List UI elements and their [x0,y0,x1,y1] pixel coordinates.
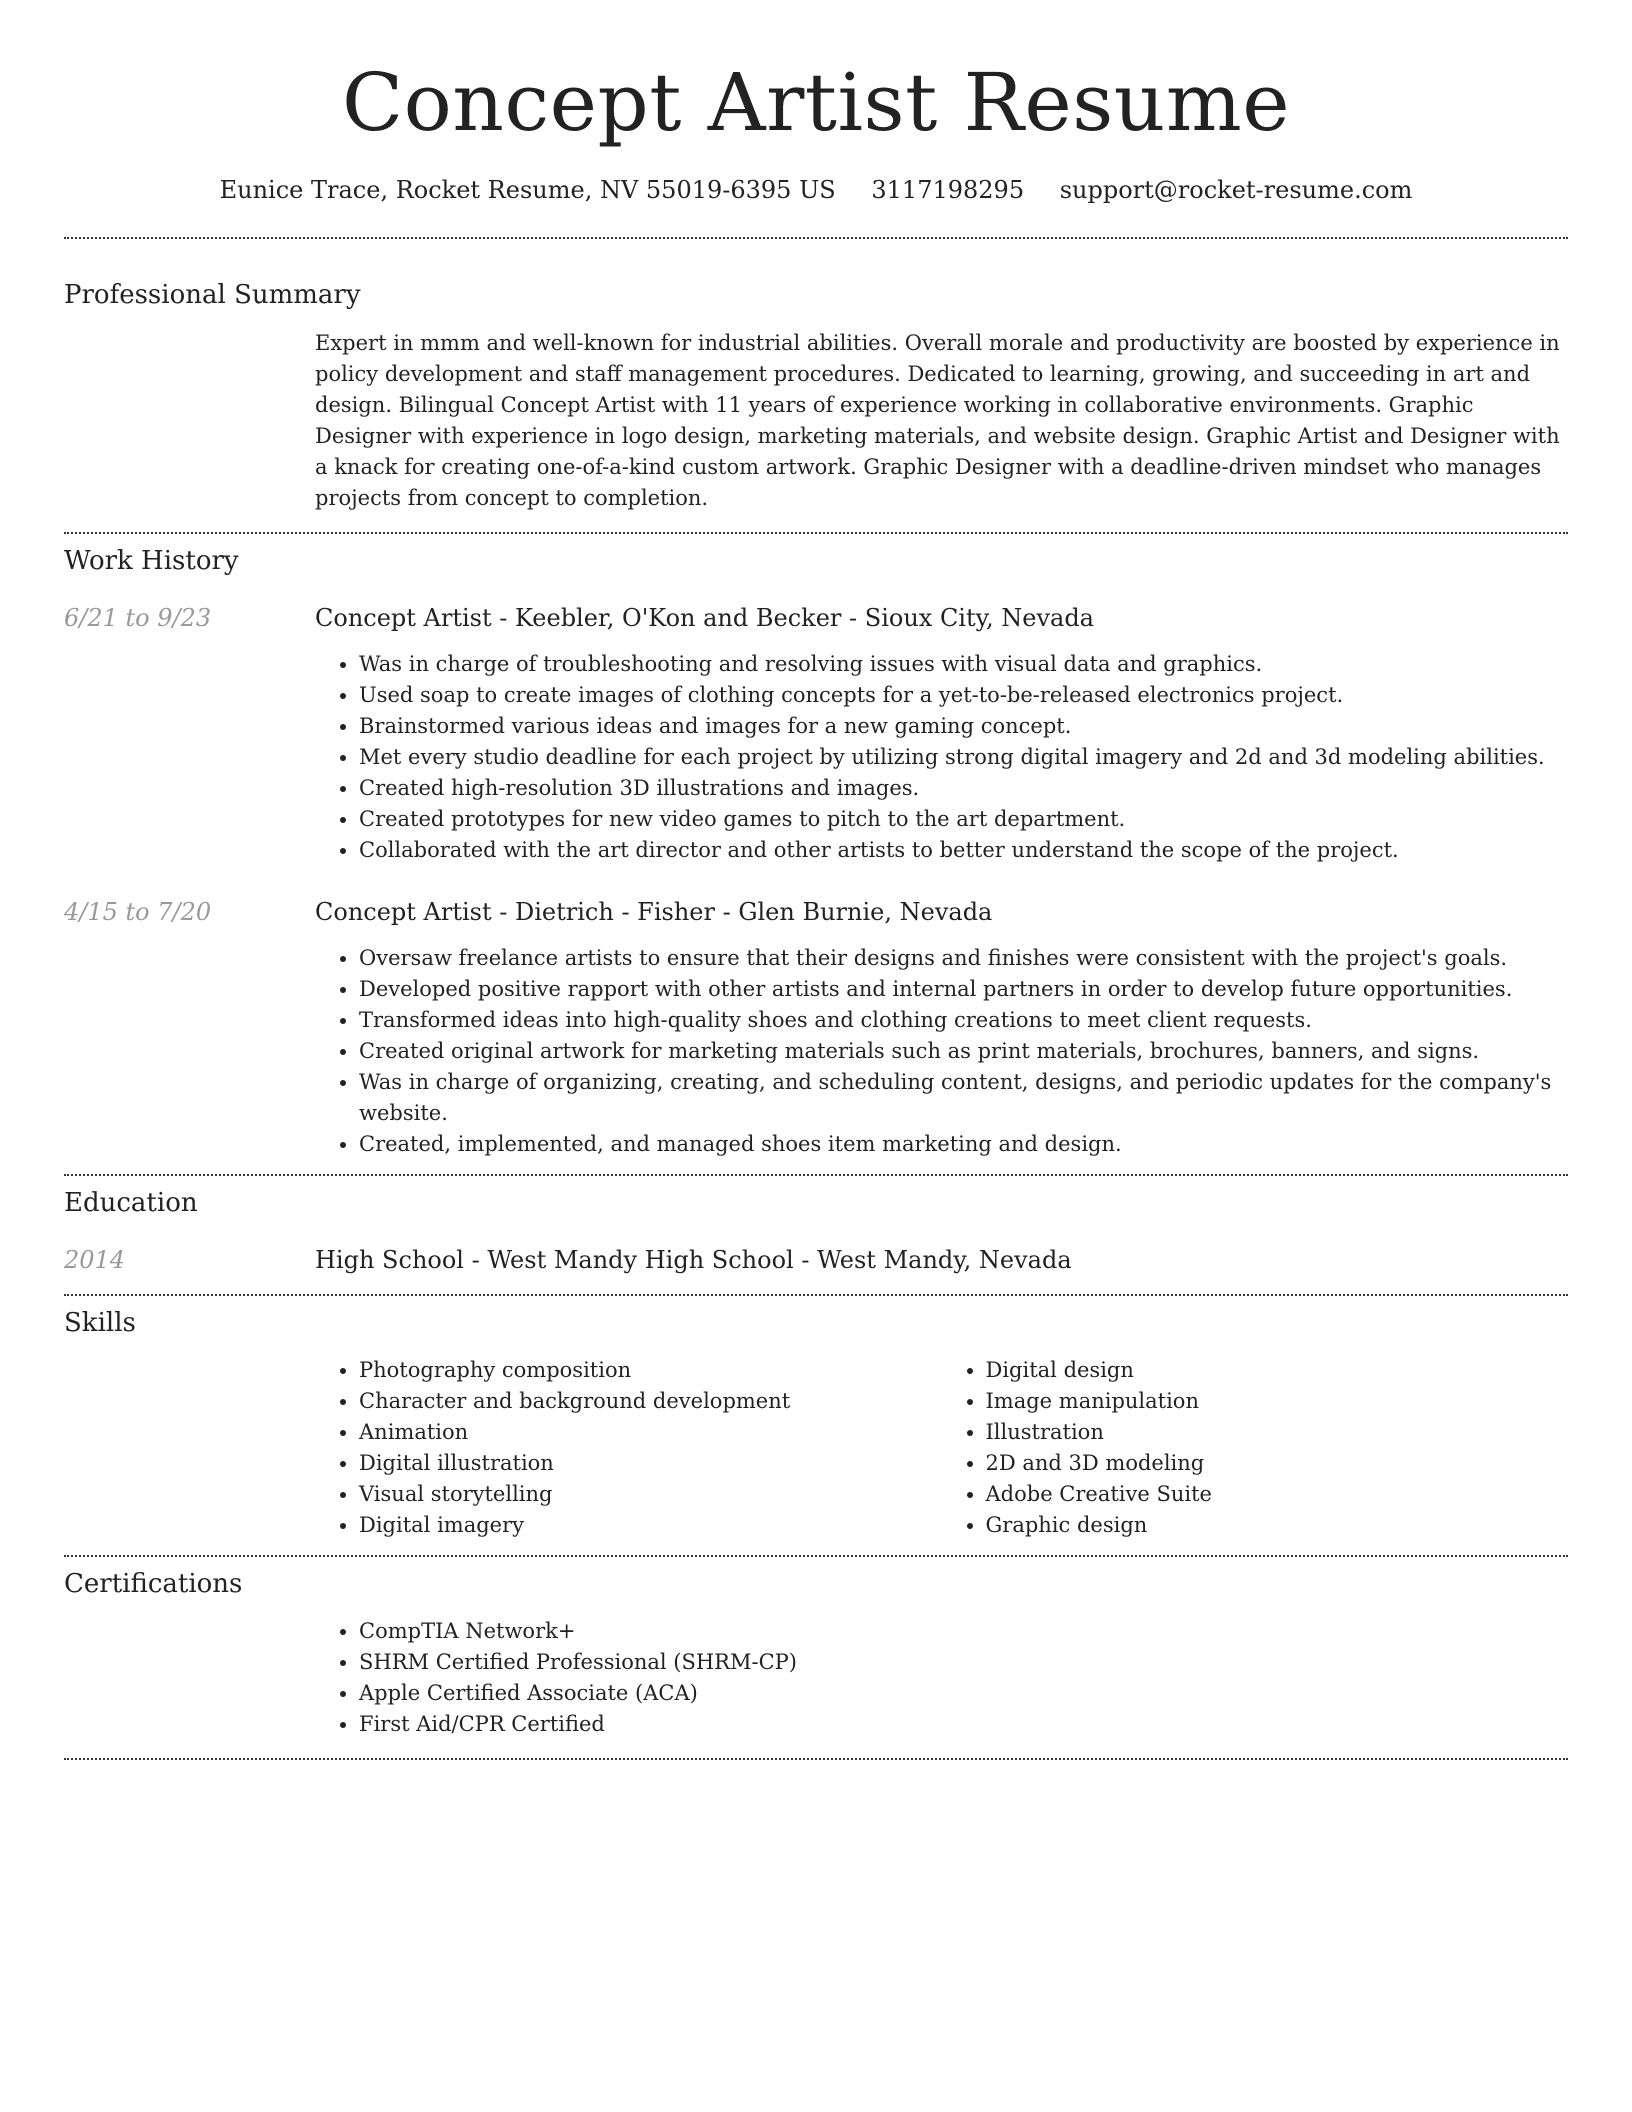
list-item: • Illustration [986,1417,1569,1448]
list-item: • 2D and 3D modeling [986,1448,1569,1479]
job-bullets [315,649,1568,866]
work-heading: Work History [64,546,239,576]
list-item: • Met every studio deadline for each project by utilizing strong digital imagery and 2d and 3d modeling abilities. [359,742,1568,773]
list-item: • Was in charge of troubleshooting and resolving issues with visual data and graphics. [359,649,1568,680]
summary-text: Expert in mmm and well-known for industrial abilities. Overall morale and productivity are boosted by experience in policy development and staff management procedures. Dedicated to learning, growing, and succeeding in art and design. Bilingual Concept Artist with 11 years of experience working in collaborative environments. Graphic Designer with experience in logo design, marketing materials, and website design. Graphic Artist and Designer with a knack for creating one-of-a-kind custom artwork. Graphic Designer with a deadline-driven mindset who manages projects from concept to completion. [315,331,1560,510]
list-item: • Created high-resolution 3D illustrations and images. [359,773,1568,804]
job-entry [64,896,1568,1160]
list-item: • Image manipulation [986,1386,1569,1417]
list-item: • Was in charge of organizing, creating, and scheduling content, designs, and periodic updates for the company's website. [359,1067,1568,1129]
list-item: • Character and background development [359,1386,942,1417]
divider [64,1294,1568,1296]
list-item: • SHRM Certified Professional (SHRM-CP) [359,1647,1568,1678]
list-item: • Graphic design [986,1510,1569,1541]
divider [64,1758,1568,1760]
list-item: • Digital design [986,1355,1569,1386]
skills-list-right [942,1355,1569,1541]
list-item: • Digital imagery [359,1510,942,1541]
contact-email: support@rocket-resume.com [1059,176,1413,204]
job-title: Concept Artist - Dietrich - Fisher - Glen Burnie, Nevada [315,898,993,926]
list-item: • Used soap to create images of clothing concepts for a yet-to-be-released electronics project. [359,680,1568,711]
job-title: Concept Artist - Keebler, O'Kon and Becker - Sioux City, Nevada [315,604,1094,632]
list-item: • CompTIA Network+ [359,1616,1568,1647]
skills-heading: Skills [64,1308,136,1338]
resume-page [64,0,1568,1760]
summary-row [64,328,1568,514]
skills-list-left [315,1355,942,1541]
list-item: • Collaborated with the art director and other artists to better understand the scope of the project. [359,835,1568,866]
list-item: • Photography composition [359,1355,942,1386]
summary-heading: Professional Summary [64,280,361,310]
education-title: High School - West Mandy High School - West Mandy, Nevada [315,1246,1072,1274]
list-item: • Created original artwork for marketing materials such as print materials, brochures, banners, and signs. [359,1036,1568,1067]
education-entry [64,1244,1568,1276]
list-item: • Brainstormed various ideas and images for a new gaming concept. [359,711,1568,742]
contact-line [64,174,1568,206]
divider [64,1174,1568,1176]
list-item: • Digital illustration [359,1448,942,1479]
job-entry [64,602,1568,866]
education-year: 2014 [64,1246,126,1274]
list-item: • Adobe Creative Suite [986,1479,1569,1510]
skills-row [64,1355,1568,1541]
list-item: • Animation [359,1417,942,1448]
list-item: • Apple Certified Associate (ACA) [359,1678,1568,1709]
list-item: • Created, implemented, and managed shoes item marketing and design. [359,1129,1568,1160]
list-item: • Oversaw freelance artists to ensure that their designs and finishes were consistent with the project's goals. [359,943,1568,974]
list-item: • First Aid/CPR Certified [359,1709,1568,1740]
certifications-heading: Certifications [64,1569,243,1599]
list-item: • Visual storytelling [359,1479,942,1510]
divider [64,1555,1568,1557]
list-item: • Developed positive rapport with other artists and internal partners in order to develop future opportunities. [359,974,1568,1005]
resume-title: Concept Artist Resume [341,56,1291,149]
divider [64,237,1568,239]
education-heading: Education [64,1188,198,1218]
certifications-row [64,1616,1568,1740]
contact-phone: 3117198295 [871,176,1025,204]
job-bullets [315,943,1568,1160]
list-item: • Transformed ideas into high-quality shoes and clothing creations to meet client requests. [359,1005,1568,1036]
job-dates: 4/15 to 7/20 [64,898,212,926]
list-item: • Created prototypes for new video games to pitch to the art department. [359,804,1568,835]
divider [64,532,1568,534]
certifications-list [315,1616,1568,1740]
job-dates: 6/21 to 9/23 [64,604,212,632]
contact-address: Eunice Trace, Rocket Resume, NV 55019-6395 US [219,176,836,204]
